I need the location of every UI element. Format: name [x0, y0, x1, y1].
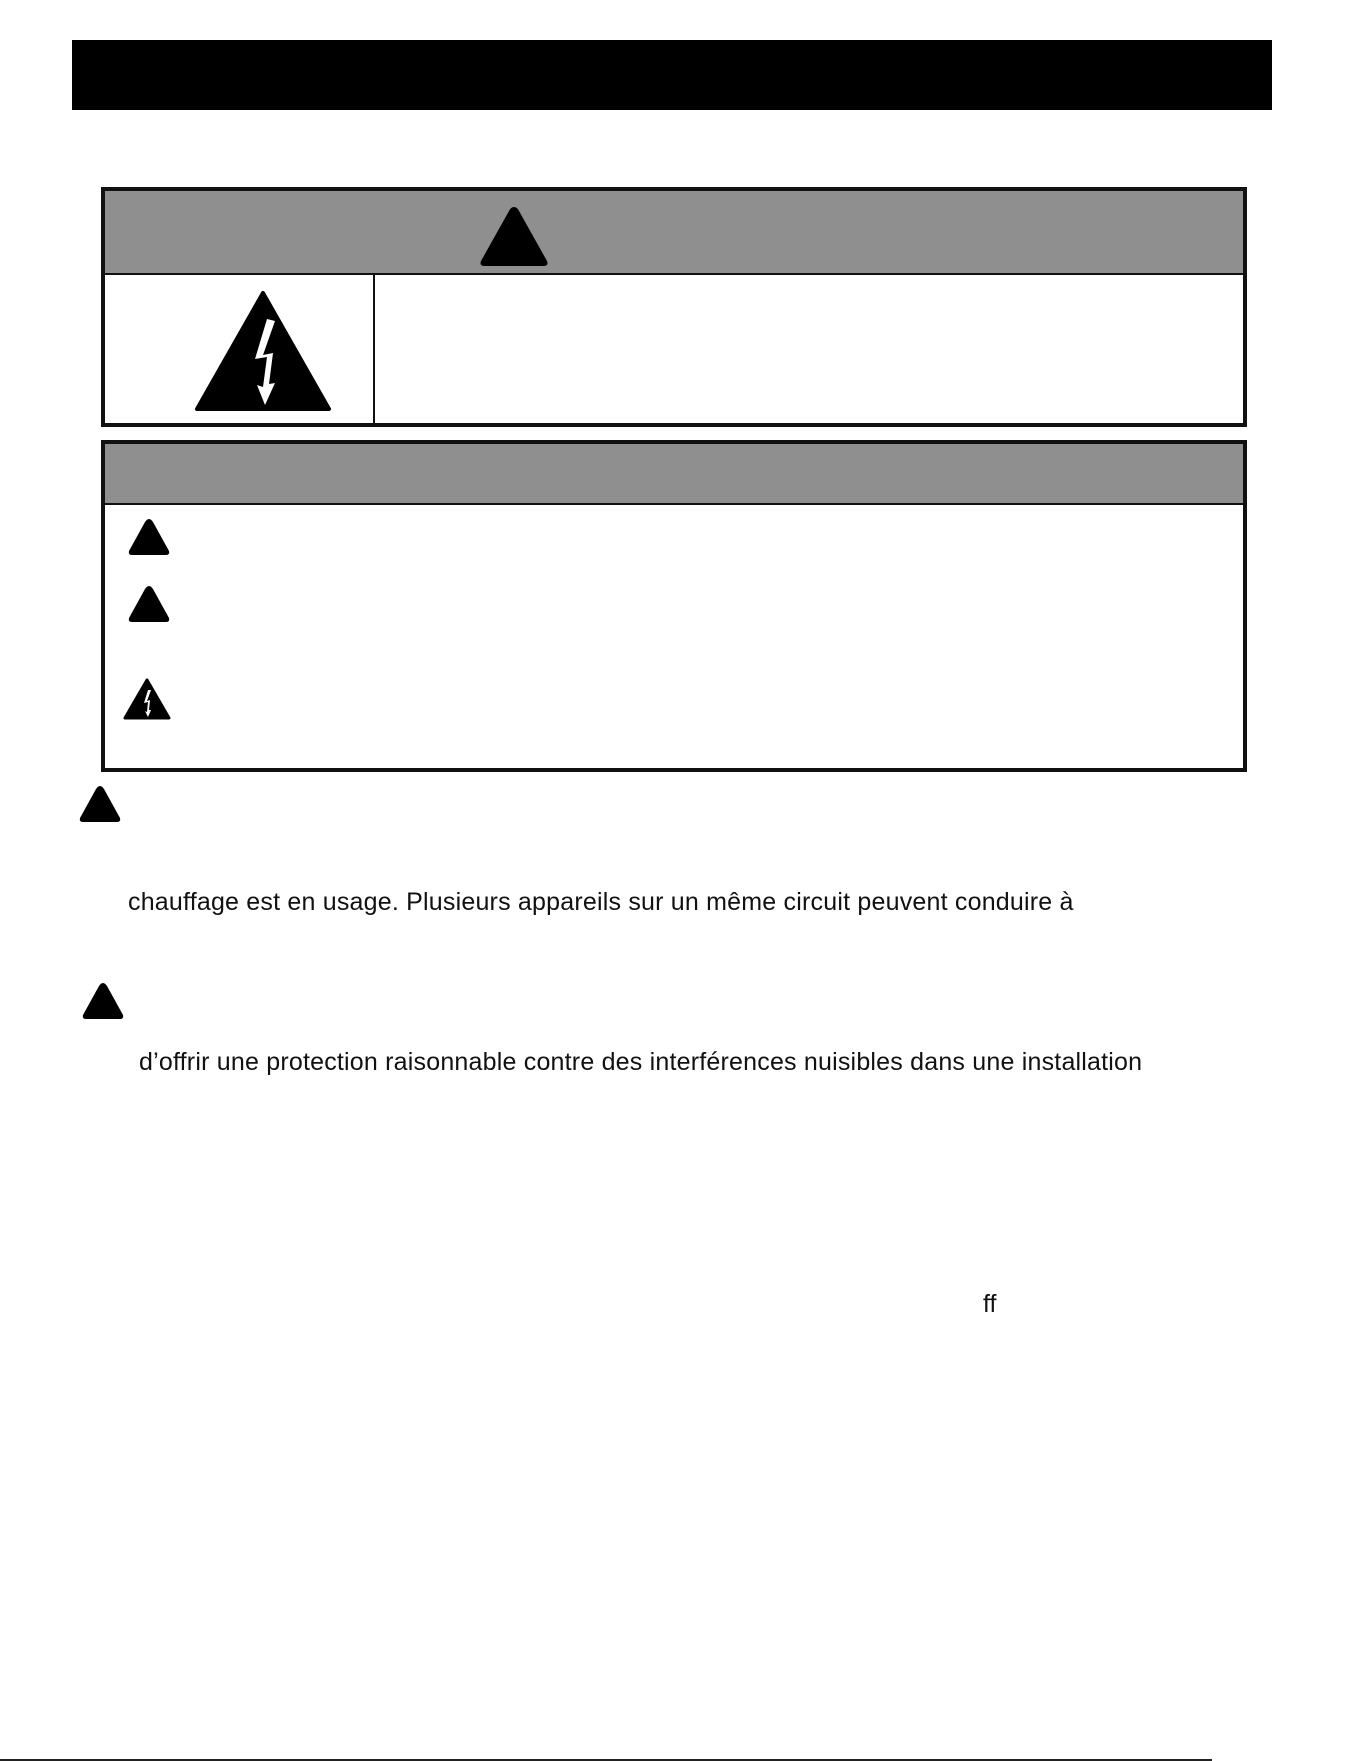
page-header-bar	[72, 40, 1272, 110]
danger-box-title	[105, 191, 1243, 273]
danger-box-text	[375, 275, 1243, 423]
warning-triangle-icon	[127, 517, 171, 557]
warning-triangle-icon	[127, 584, 171, 624]
electric-shock-icon	[123, 678, 171, 720]
warning-triangle-icon	[81, 981, 125, 1021]
paragraph-2-line: d’offrir une protection raisonnable contre des interférences nuisibles dans une installation	[139, 1048, 1143, 1076]
electric-shock-icon	[193, 289, 333, 413]
danger-box-header	[105, 191, 1243, 275]
paragraph-1-line: chauffage est en usage. Plusieurs appareils sur un même circuit peuvent conduire à	[128, 888, 1074, 916]
text-fragment: ff	[983, 1290, 997, 1318]
warning-box-title	[105, 444, 1243, 503]
danger-box	[101, 187, 1247, 427]
warning-box	[101, 440, 1247, 772]
warning-box-header	[105, 444, 1243, 505]
danger-box-icon-cell	[105, 275, 375, 423]
warning-triangle-icon	[78, 784, 122, 824]
